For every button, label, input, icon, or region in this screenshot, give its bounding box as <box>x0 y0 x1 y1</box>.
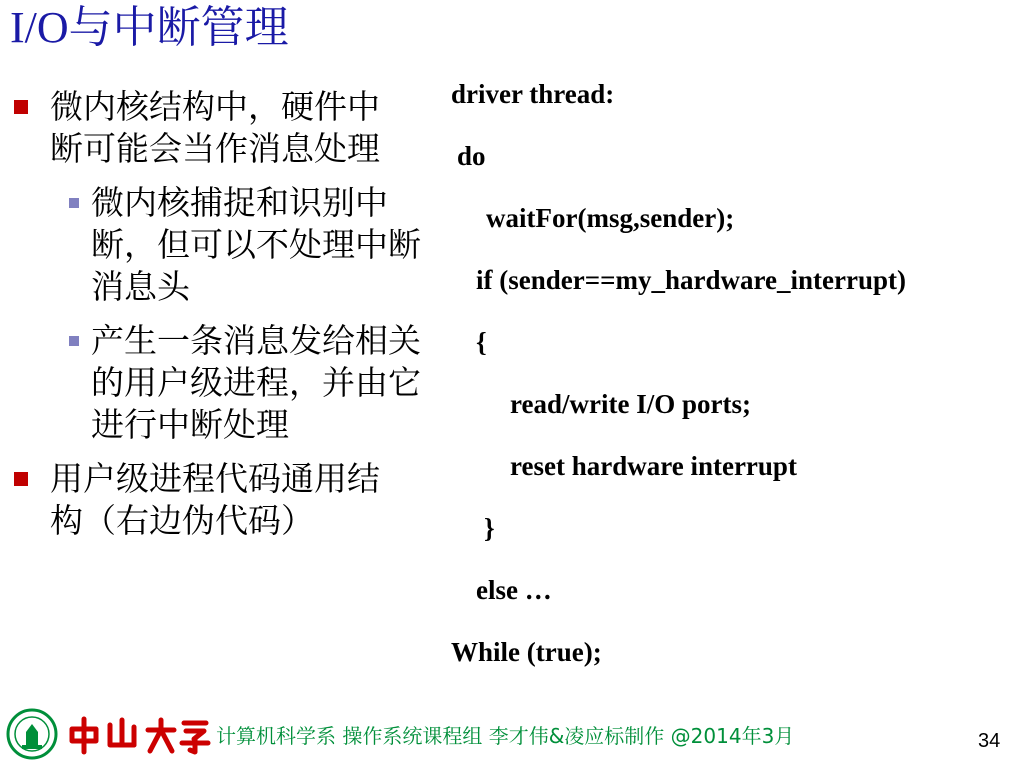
code-line: waitFor(msg,sender); <box>486 203 735 233</box>
footer-credit: 计算机科学系 操作系统课程组 李才伟&凌应标制作 @2014年3月 <box>216 724 795 748</box>
code-line: While (true); <box>451 637 602 667</box>
university-wordmark-logo <box>66 715 212 755</box>
square-bullet-icon <box>14 100 28 114</box>
code-line: do <box>457 141 486 171</box>
square-sub-bullet-icon <box>69 198 79 208</box>
bullet-item <box>12 86 432 170</box>
university-emblem-icon <box>6 708 58 760</box>
slide-title <box>10 0 289 56</box>
bullet-text: 用户级进程代码通用结构（右边伪代码） <box>50 459 380 540</box>
code-line: else … <box>476 575 552 605</box>
code-line: if (sender==my_hardware_interrupt) <box>476 265 906 295</box>
sub-bullet-item <box>12 320 432 446</box>
sub-bullet-text: 微内核捕捉和识别中断，但可以不处理中断消息头 <box>91 183 421 306</box>
code-line: reset hardware interrupt <box>510 451 797 481</box>
title-chinese: 与中断管理 <box>68 2 289 53</box>
code-line: read/write I/O ports; <box>510 389 751 419</box>
code-line: { <box>476 327 487 357</box>
sub-bullet-text: 产生一条消息发给相关的用户级进程，并由它进行中断处理 <box>91 321 421 444</box>
sub-bullet-item <box>12 182 432 308</box>
bullet-item <box>12 458 432 542</box>
bullet-text: 微内核结构中，硬件中断可能会当作消息处理 <box>50 87 380 168</box>
square-sub-bullet-icon <box>69 336 79 346</box>
code-line: } <box>484 513 495 543</box>
code-line: driver thread: <box>451 79 615 109</box>
page-number: 34 <box>978 730 1001 752</box>
bullet-list <box>12 86 432 554</box>
title-latin: I/O <box>10 3 69 52</box>
square-bullet-icon <box>14 472 28 486</box>
